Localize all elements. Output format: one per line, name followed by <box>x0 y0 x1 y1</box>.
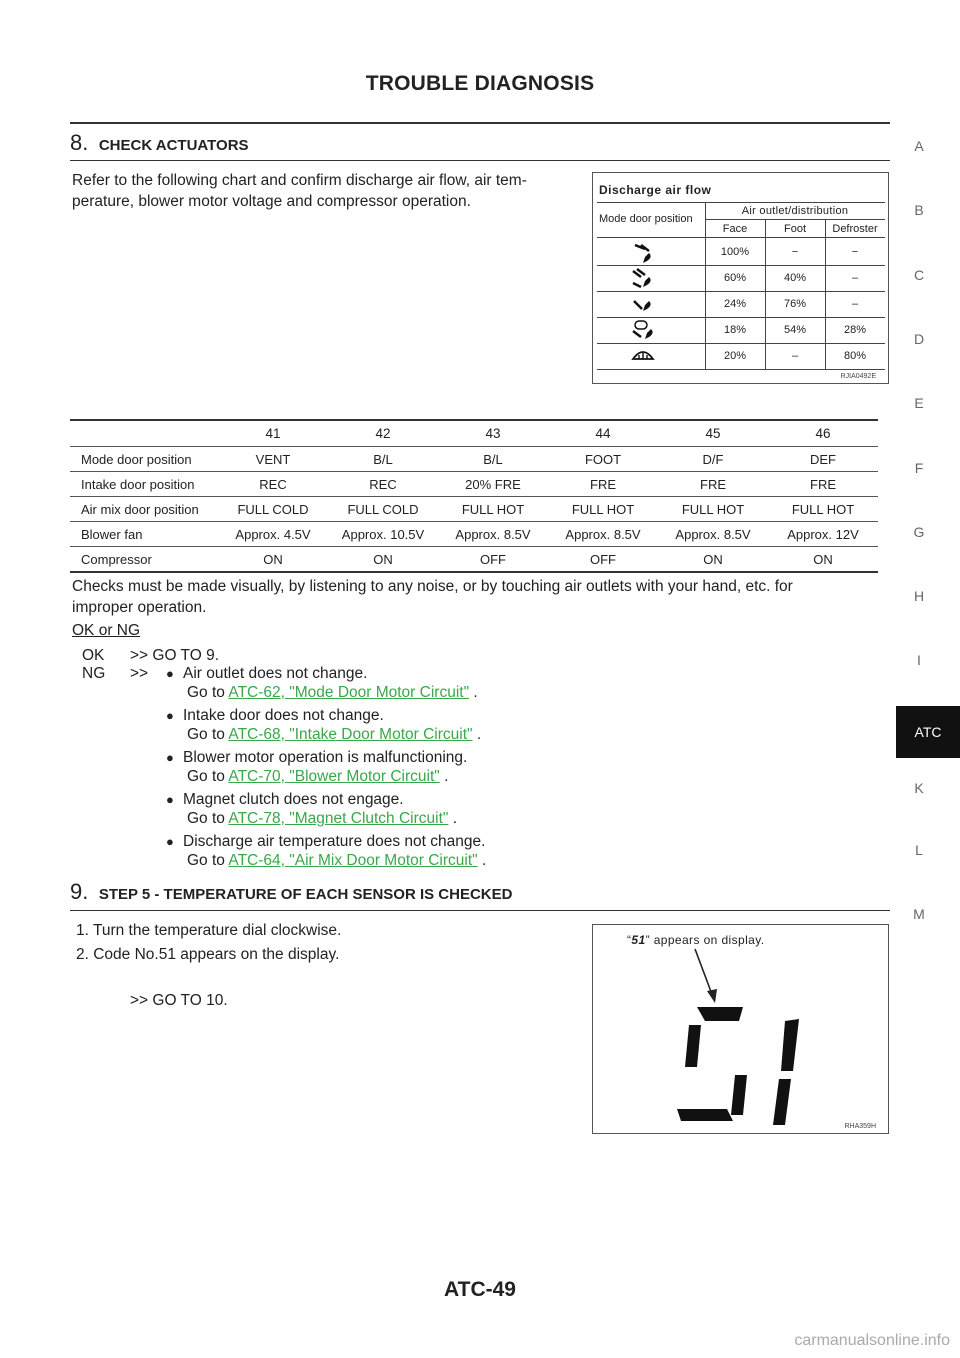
side-tab-active[interactable]: ATC <box>896 706 960 758</box>
ng-item-text: Blower motor operation is malfunctioning. <box>183 749 468 766</box>
side-tab-letter[interactable]: K <box>914 780 924 796</box>
step-number: 9. <box>70 879 89 904</box>
table-cell: B/L <box>328 447 438 472</box>
table-header-cell: 42 <box>328 421 438 447</box>
foot-defrost-mode-icon <box>631 319 657 346</box>
table-cell: Approx. 8.5V <box>658 522 768 547</box>
ok-result: >> GO TO 9. <box>130 647 220 664</box>
ng-label: NG <box>82 665 106 682</box>
link-tail: . <box>448 810 458 827</box>
divider <box>70 160 890 161</box>
figure-line <box>705 219 885 220</box>
goto-label: Go to <box>187 810 229 827</box>
ng-item-goto <box>187 724 481 745</box>
table-header-cell: 41 <box>218 421 328 447</box>
table-row <box>70 472 878 497</box>
table-cell: VENT <box>218 447 328 472</box>
goto-label: Go to <box>187 684 229 701</box>
table-row-label: Compressor <box>70 547 218 573</box>
table-cell: ON <box>218 547 328 573</box>
ng-item-text: Discharge air temperature does not change. <box>183 833 486 850</box>
atc-link[interactable]: ATC-62, "Mode Door Motor Circuit" <box>228 684 470 701</box>
figure-line <box>597 265 885 266</box>
ng-item-goto <box>187 766 448 787</box>
table-row <box>70 447 878 472</box>
table-row-label: Blower fan <box>70 522 218 547</box>
link-tail: . <box>469 684 478 701</box>
figure-cell: 76% <box>783 298 807 310</box>
side-tab-letter[interactable]: A <box>914 138 924 154</box>
figure-line <box>705 203 706 369</box>
table-cell: Approx. 8.5V <box>548 522 658 547</box>
table-cell: ON <box>658 547 768 573</box>
step-title: STEP 5 - TEMPERATURE OF EACH SENSOR IS CHECKED <box>98 886 513 903</box>
table-row-label: Intake door position <box>70 472 218 497</box>
ng-item-goto <box>187 850 486 871</box>
actuator-table <box>70 421 878 573</box>
divider <box>70 910 890 911</box>
bullet-icon: ● <box>166 792 174 807</box>
caption-rest: ” appears on display. <box>645 933 765 947</box>
figure-line <box>597 317 885 318</box>
step8-intro <box>72 170 572 212</box>
atc-link[interactable]: ATC-64, "Air Mix Door Motor Circuit" <box>228 852 478 869</box>
table-row <box>70 522 878 547</box>
side-tab-letter[interactable]: G <box>913 524 925 540</box>
figure-code: RJIA0492E <box>840 373 876 380</box>
figure-title: Discharge air flow <box>599 183 712 197</box>
vent-mode-icon <box>631 241 657 268</box>
foot-mode-icon <box>631 293 657 320</box>
table-row <box>70 547 878 573</box>
table-header-row <box>70 421 878 447</box>
table-cell: OFF <box>438 547 548 573</box>
table-cell: FULL HOT <box>768 497 878 522</box>
defrost-mode-icon <box>631 345 657 372</box>
table-cell: REC <box>218 472 328 497</box>
figure-cell: 20% <box>723 350 747 362</box>
table-cell: FULL HOT <box>548 497 658 522</box>
link-tail: . <box>477 852 487 869</box>
table-row-label: Air mix door position <box>70 497 218 522</box>
goto-label: Go to <box>187 768 229 785</box>
page-title: TROUBLE DIAGNOSIS <box>365 72 595 95</box>
figure-line <box>765 219 766 369</box>
figure-cell: − <box>851 246 859 258</box>
table-cell: B/L <box>438 447 548 472</box>
figure-cell: − <box>791 246 799 258</box>
seven-segment-51-icon <box>593 925 888 1133</box>
atc-link[interactable]: ATC-68, "Intake Door Motor Circuit" <box>228 726 473 743</box>
table-cell: Approx. 10.5V <box>328 522 438 547</box>
link-tail: . <box>472 726 482 743</box>
figure-cell: – <box>791 350 799 362</box>
intro-line: Refer to the following chart and confirm discharge air flow, air tem- <box>72 172 527 189</box>
ng-item-text: Air outlet does not change. <box>183 665 368 682</box>
bullet-icon: ● <box>166 750 174 765</box>
figure-cell: 80% <box>843 350 867 362</box>
figure-cell: 54% <box>783 324 807 336</box>
goto-label: Go to <box>187 726 229 743</box>
side-tab-letter[interactable]: D <box>913 331 925 347</box>
figure-code: RHA359H <box>844 1123 876 1130</box>
col-air-outlet: Air outlet/distribution <box>741 205 849 217</box>
side-tab-letter[interactable]: H <box>913 588 925 604</box>
figure-cell: 40% <box>783 272 807 284</box>
side-tab-letter[interactable]: I <box>917 652 921 668</box>
figure-line <box>597 202 885 203</box>
table-cell: ON <box>328 547 438 573</box>
step-title: CHECK ACTUATORS <box>98 137 249 154</box>
page-number: ATC-49 <box>444 1278 516 1301</box>
step9-item1: 1. Turn the temperature dial clockwise. <box>76 922 342 939</box>
figure-line <box>825 219 826 369</box>
table-row-label: Mode door position <box>70 447 218 472</box>
checks-text <box>72 576 892 618</box>
figure-line <box>597 291 885 292</box>
table-header-cell: 46 <box>768 421 878 447</box>
table-cell: 20% FRE <box>438 472 548 497</box>
table-cell: FULL HOT <box>438 497 548 522</box>
table-cell: FOOT <box>548 447 658 472</box>
figure-line <box>597 343 885 344</box>
table-header-cell: 44 <box>548 421 658 447</box>
ng-item-goto <box>187 808 457 829</box>
link-tail: . <box>439 768 449 785</box>
checks-line: improper operation. <box>72 599 207 616</box>
caption-code: 51 <box>631 933 646 947</box>
step9-item2: 2. Code No.51 appears on the display. <box>76 946 340 963</box>
table-cell: Approx. 8.5V <box>438 522 548 547</box>
ng-item-text: Magnet clutch does not engage. <box>183 791 404 808</box>
side-tab-letter[interactable]: L <box>915 842 923 858</box>
intro-line: perature, blower motor voltage and compressor operation. <box>72 193 471 210</box>
bullet-icon: ● <box>166 666 174 681</box>
table-cell: ON <box>768 547 878 573</box>
ok-ng-label: OK or NG <box>72 622 141 639</box>
table-cell: FULL COLD <box>328 497 438 522</box>
table-cell: DEF <box>768 447 878 472</box>
ng-item-goto <box>187 682 478 703</box>
table-cell: FULL HOT <box>658 497 768 522</box>
side-tab-letter[interactable]: F <box>914 460 924 476</box>
col-mode-door: Mode door position <box>599 213 693 225</box>
table-cell: FRE <box>548 472 658 497</box>
ng-arrow: >> <box>130 665 149 682</box>
checks-line: Checks must be made visually, by listening to any noise, or by touching air outlets with your hand, etc. for <box>72 578 793 595</box>
col-face: Face <box>722 223 748 235</box>
goto-label: Go to <box>187 852 229 869</box>
table-cell: Approx. 4.5V <box>218 522 328 547</box>
discharge-air-flow-figure <box>592 172 889 384</box>
caption-quote-open: “ <box>627 933 632 947</box>
table-row <box>70 497 878 522</box>
step-number: 8. <box>70 130 89 155</box>
side-tab-letter[interactable]: E <box>914 395 924 411</box>
step9-heading <box>70 879 512 905</box>
figure-line <box>597 369 885 370</box>
divider <box>70 122 890 124</box>
side-tab-letter[interactable]: C <box>913 267 925 283</box>
col-foot: Foot <box>783 223 806 235</box>
table-header-cell: 43 <box>438 421 548 447</box>
col-defroster: Defroster <box>832 223 878 235</box>
table-cell: FRE <box>658 472 768 497</box>
table-cell: D/F <box>658 447 768 472</box>
ok-label: OK <box>82 647 105 664</box>
figure-line <box>597 237 885 238</box>
figure-cell: 18% <box>723 324 747 336</box>
bullet-icon: ● <box>166 708 174 723</box>
atc-link[interactable]: ATC-78, "Magnet Clutch Circuit" <box>228 810 449 827</box>
table-cell: FRE <box>768 472 878 497</box>
figure-cell: 28% <box>843 324 867 336</box>
table-cell: REC <box>328 472 438 497</box>
step8-heading <box>70 130 249 156</box>
side-tab-letter[interactable]: M <box>913 906 925 922</box>
figure-cell: 60% <box>723 272 747 284</box>
bilevel-mode-icon <box>631 267 657 294</box>
table-header-cell: 45 <box>658 421 768 447</box>
figure-cell: 24% <box>723 298 747 310</box>
ng-item-text: Intake door does not change. <box>183 707 384 724</box>
table-header-cell <box>70 421 218 447</box>
atc-link[interactable]: ATC-70, "Blower Motor Circuit" <box>228 768 440 785</box>
bullet-icon: ● <box>166 834 174 849</box>
step9-goto: >> GO TO 10. <box>130 992 228 1009</box>
figure-cell: – <box>851 272 859 284</box>
figure-cell: – <box>851 298 859 310</box>
table-cell: OFF <box>548 547 658 573</box>
table-cell: Approx. 12V <box>768 522 878 547</box>
table-cell: FULL COLD <box>218 497 328 522</box>
figure-cell: 100% <box>720 246 750 258</box>
watermark: carmanualsonline.info <box>794 1332 950 1349</box>
display-51-figure <box>592 924 889 1134</box>
side-tab-letter[interactable]: B <box>914 202 924 218</box>
